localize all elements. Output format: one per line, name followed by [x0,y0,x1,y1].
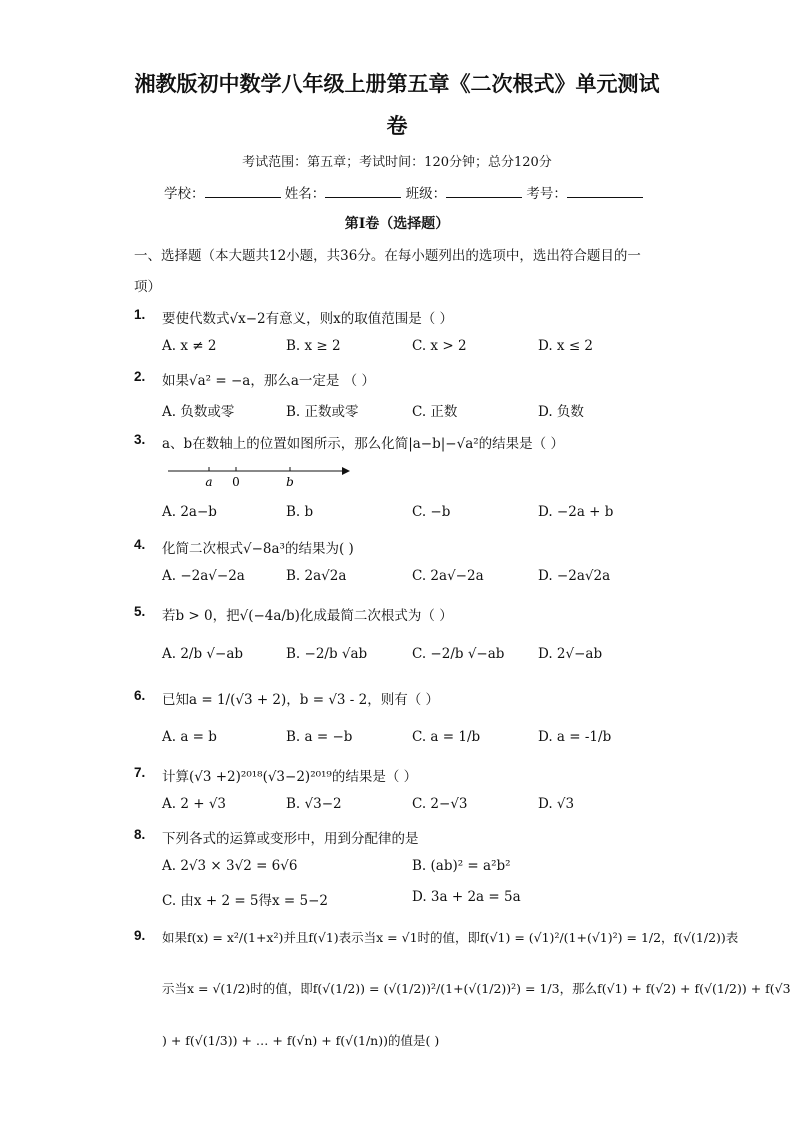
page-title-line1: 湘教版初中数学八年级上册第五章《二次根式》单元测试 [134,72,660,96]
question-1-text: 要使代数式√x−2有意义，则x的取值范围是（ ） [162,311,454,327]
question-5-number: 5. [134,604,146,619]
question-3-option-d[interactable]: D. −2a + b [538,504,614,520]
question-3-number: 3. [134,432,146,447]
question-8-text: 下列各式的运算或变形中，用到分配律的是 [162,831,419,847]
number-line-arrow [342,467,350,475]
question-2-option-d[interactable]: D. 负数 [538,404,584,420]
question-5-option-d[interactable]: D. 2√−ab [538,646,603,662]
question-3-text: a、b在数轴上的位置如图所示，那么化简|a−b|−√a²的结果是（ ） [162,436,564,452]
question-7-option-a[interactable]: A. 2 + √3 [162,796,227,812]
question-2-option-a[interactable]: A. 负数或零 [162,404,235,420]
question-6-option-d[interactable]: D. a = -1/b [538,729,612,745]
number-line-diagram [166,462,356,492]
student-info-row [164,182,643,202]
page-title-line2: 卷 [386,114,408,138]
question-1-option-d[interactable]: D. x ≤ 2 [538,338,594,354]
question-7-option-b[interactable]: B. √3−2 [286,796,342,812]
question-8-option-c[interactable]: C. 由x + 2 = 5得x = 5−2 [162,893,329,909]
question-7-text: 计算(√3 +2)²⁰¹⁸(√3−2)²⁰¹⁹的结果是（ ） [162,769,418,785]
question-1-option-a[interactable]: A. x ≠ 2 [162,338,217,354]
question-8-option-b[interactable]: B. (ab)² = a²b² [412,858,511,874]
question-5-option-c[interactable]: C. −2/b √−ab [412,646,505,662]
question-7-option-d[interactable]: D. √3 [538,796,575,812]
question-1-option-b[interactable]: B. x ≥ 2 [286,338,341,354]
question-2-number: 2. [134,369,146,384]
question-9-text-line3: ) + f(√(1/3)) + … + f(√n) + f(√(1/n))的值是( ) [162,1033,440,1048]
question-6-number: 6. [134,688,146,703]
number-blank[interactable] [567,185,643,198]
number-line-label-b: b [286,475,294,489]
question-8-option-a[interactable]: A. 2√3 × 3√2 = 6√6 [162,858,298,874]
question-4-option-c[interactable]: C. 2a√−2a [412,568,484,584]
question-2-option-b[interactable]: B. 正数或零 [286,404,359,420]
question-3-option-a[interactable]: A. 2a−b [162,504,217,520]
question-4-text: 化简二次根式√−8a³的结果为( ) [162,541,354,557]
question-8-option-d[interactable]: D. 3a + 2a = 5a [412,889,521,905]
question-9-number: 9. [134,928,146,943]
part-heading-1: 一、选择题（本大题共12小题，共36分。在每小题列出的选项中，选出符合题目的一 [134,248,641,264]
class-blank[interactable] [446,185,522,198]
question-3-option-c[interactable]: C. −b [412,504,451,520]
question-6-text: 已知a = 1/(√3 + 2)，b = √3 - 2，则有（ ） [162,692,440,708]
question-4-option-b[interactable]: B. 2a√2a [286,568,347,584]
number-line-label-0: 0 [232,475,240,489]
question-9-text-line2: 示当x = √(1/2)时的值，即f(√(1/2)) = (√(1/2))²/(1+(√(1/2))²) = 1/3，那么f(√1) + f(√2) + f(√(1/2)) + f(√3 [162,981,791,996]
question-2-text: 如果√a² = −a，那么a一定是 （ ） [162,373,375,389]
question-8-number: 8. [134,827,146,842]
school-blank[interactable] [205,185,281,198]
name-label: 姓名： [284,186,326,202]
question-5-option-b[interactable]: B. −2/b √ab [286,646,368,662]
section-title: 第I卷（选择题） [344,216,450,232]
number-line-label-a: a [205,475,213,489]
question-4-option-a[interactable]: A. −2a√−2a [162,568,245,584]
question-7-number: 7. [134,765,146,780]
question-4-option-d[interactable]: D. −2a√2a [538,568,611,584]
question-1-number: 1. [134,307,146,322]
question-2-option-c[interactable]: C. 正数 [412,404,458,420]
school-label: 学校： [164,186,205,202]
exam-info: 考试范围：第五章；考试时间：120分钟；总分120分 [242,155,552,170]
question-5-text: 若b > 0，把√(−4a/b)化成最简二次根式为（ ） [162,608,453,624]
name-blank[interactable] [325,185,401,198]
question-6-option-a[interactable]: A. a = b [162,729,217,745]
question-4-number: 4. [134,537,146,552]
class-label: 班级： [405,186,447,202]
question-7-option-c[interactable]: C. 2−√3 [412,796,468,812]
question-3-option-b[interactable]: B. b [286,504,314,520]
question-6-option-b[interactable]: B. a = −b [286,729,353,745]
part-heading-2: 项） [134,279,161,295]
question-5-option-a[interactable]: A. 2/b √−ab [162,646,244,662]
number-label: 考号： [526,186,567,202]
question-9-text: 如果f(x) = x²/(1+x²)并且f(√1)表示当x = √1时的值，即f(√1) = (√1)²/(1+(√1)²) = 1/2，f(√(1/2))表 [162,930,739,945]
question-1-option-c[interactable]: C. x > 2 [412,338,467,354]
question-6-option-c[interactable]: C. a = 1/b [412,729,481,745]
